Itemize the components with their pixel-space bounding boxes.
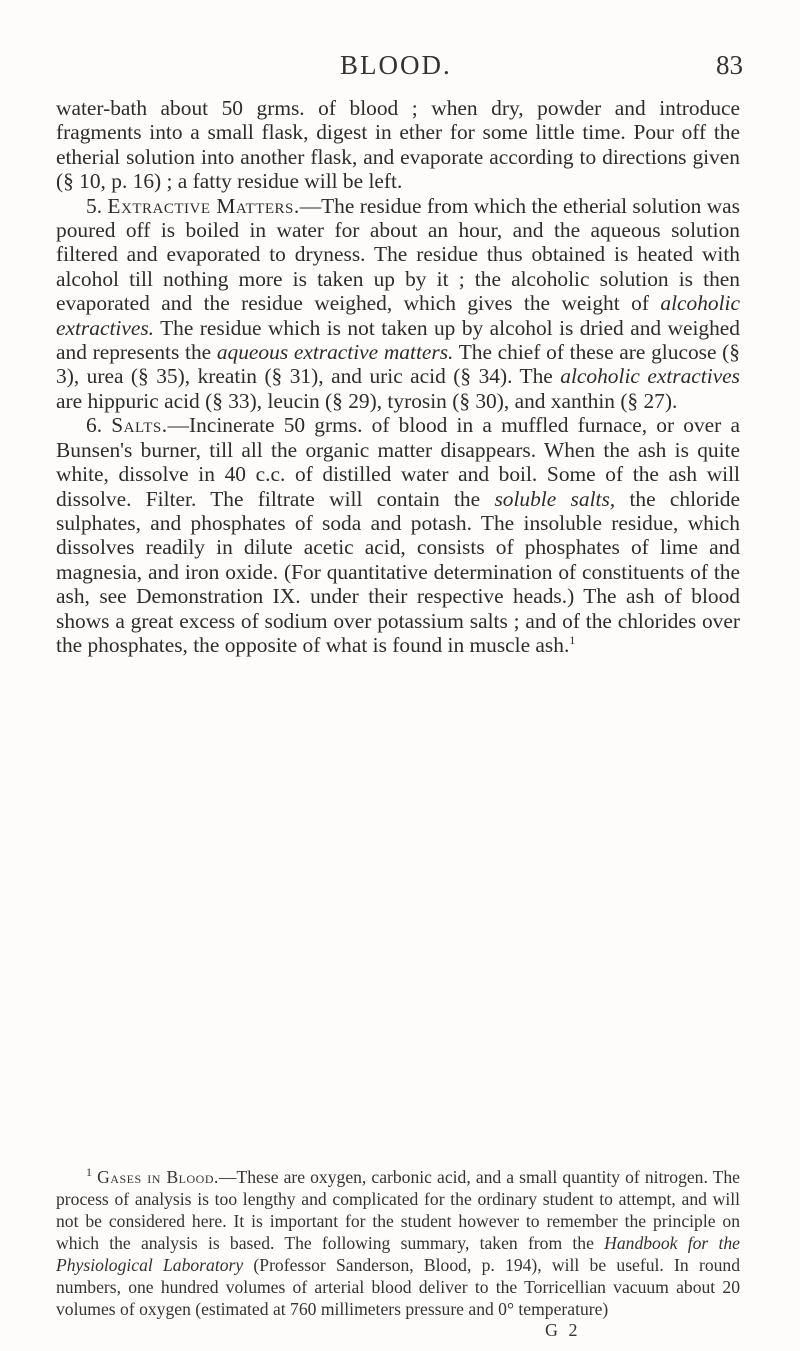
paragraph-text: are hippuric acid (§ 33), leucin (§ 29), tyrosin (§ 30), and xanthin (§ 27). [56, 388, 678, 413]
footnote-gases-in-blood [56, 1166, 740, 1320]
paragraph-blood-fats: water-bath about 50 grms. of blood ; when dry, powder and introduce fragments into a small flask, digest in ether for some little time. Pour off the etherial solution into another flask, and evaporate according to directions given (§ 10, p. 16) ; a fatty residue will be left. [56, 96, 740, 194]
footnote-text: (Professor Sanderson, Blood, p. 194), will be useful. In round numbers, one hundred volumes of arterial blood deliver to the Torricellian vacuum about 20 volumes of oxygen (estimated at 760 millimeters pressure and 0° temperature) [56, 1255, 741, 1319]
signature-mark: G 2 [545, 1320, 581, 1340]
paragraph-text: the chloride sulphates, and phosphates of soda and potash. The insoluble residue, which dissolves readily in dilute acetic acid, consists of phosphates of lime and magnesia, and iron oxide. (For quantitative determination of constituents of the ash, see Demonstration IX. under their respective heads.) The ash of blood shows a great excess of sodium over potassium salts ; and of the chlorides over the phosphates, the opposite of what is found in muscle ash. [56, 486, 740, 657]
section-number: 5. [86, 193, 103, 218]
body-text [56, 96, 740, 657]
footnote [56, 1166, 740, 1320]
section-number: 6. [86, 413, 103, 438]
footnote-heading: Gases in Blood. [97, 1167, 219, 1187]
section-heading: Salts. [111, 413, 168, 438]
paragraph-text: The residue which is not taken up by alcohol is dried and weighed and represents the [56, 315, 740, 365]
paragraph-salts [56, 413, 740, 657]
italic-term: soluble salts, [494, 486, 616, 511]
section-heading: Extractive Matters. [107, 193, 300, 218]
italic-term: aqueous extractive matters. [216, 340, 454, 365]
paragraph-text: —Incinerate 50 grms. of blood in a muffled furnace, or over a Bunsen's burner, till all the organic matter disappears. When the ash is quite white, dissolve in 40 c.c. of distilled water and boil. Some of the ash will dissolve. Filter. The filtrate will contain the [56, 413, 740, 511]
paragraph-extractive-matters [56, 194, 740, 414]
running-head [0, 50, 800, 82]
paragraph-text: The chief of these are glucose (§ 3), urea (§ 35), kreatin (§ 31), and uric acid (§ 34). The [56, 340, 740, 389]
italic-title: Handbook for the Physiological Laboratory [56, 1233, 740, 1275]
page-number: 83 [716, 50, 743, 80]
running-title: BLOOD. [340, 50, 452, 80]
footnote-reference: 1 [569, 632, 576, 647]
footnote-text: —These are oxygen, carbonic acid, and a small quantity of nitrogen. The process of analysis is too lengthy and complicated for the ordinary student to attempt, and will not be considered here. It is important for the student however to remember the principle on which the analysis is based. The following summary, taken from the [56, 1167, 740, 1253]
footnote-marker: 1 [86, 1165, 92, 1180]
italic-term: alcoholic extractives. [56, 291, 740, 340]
italic-term: alcoholic extractives [560, 364, 741, 389]
paragraph-text: —The residue from which the etherial solution was poured off is boiled in water for about an hour, and the aqueous solution filtered and evaporated to dryness. The residue thus obtained is heated with alcohol till nothing more is taken up by it ; the alcoholic solution is then evaporated and the residue weighed, which gives the weight of [56, 193, 740, 316]
